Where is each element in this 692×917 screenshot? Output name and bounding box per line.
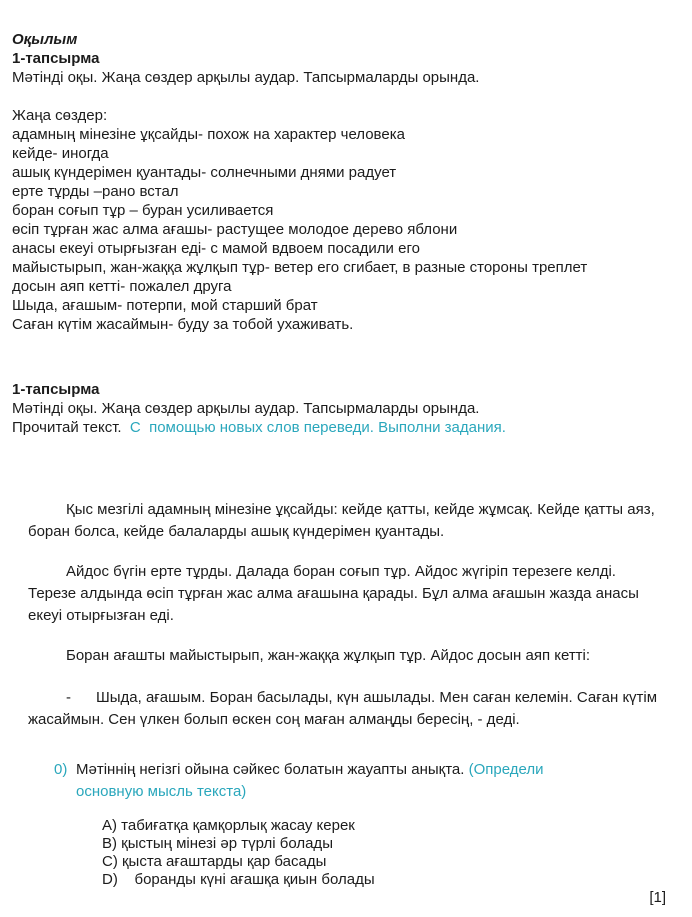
answer-option: А) табиғатқа қамқорлық жасау керек — [102, 817, 355, 834]
dialogue-paragraph: - Шыда, ағашым. Боран басылады, күн ашылады. Мен саған келемін. Саған күтім жасаймын. Сен үлкен болып өскен соң маған алмаңды бересің, - деді. — [28, 689, 662, 728]
vocab-item: Шыда, ағашым- потерпи, мой старший брат — [12, 297, 318, 314]
question-body — [76, 759, 600, 803]
question-block — [54, 759, 666, 803]
blank-line — [12, 87, 666, 106]
answer-options — [102, 817, 666, 889]
vocabulary-list — [12, 106, 666, 334]
vocab-item: өсіп тұрған жас алма ағашы- растущее молодое дерево яблони — [12, 221, 458, 238]
question-number: 0) — [54, 761, 68, 778]
task2-block — [12, 380, 666, 437]
vocab-item: ашық күндерімен қуантады- солнечными днями радует — [12, 164, 397, 181]
question-text: Мәтіннің негізгі ойына сәйкес болатын жауапты анықта. — [76, 761, 469, 778]
reading-section-title: Оқылым — [12, 31, 78, 48]
page-number: [1] — [649, 889, 666, 906]
russian-instruction — [12, 418, 666, 437]
paragraph: Айдос бүгін ерте тұрды. Далада боран соғып тұр. Айдос жүгіріп терезеге келді. Терезе алдында өсіп тұрған жас алма ағашына қарады. Бұл алма ағашын жазда анасы екеуі отырғызған еді. — [28, 563, 644, 624]
answer-option: С) қыста ағаштарды қар басады — [102, 853, 327, 870]
vocab-item: Саған күтім жасаймын- буду за тобой ухаживать. — [12, 316, 354, 333]
task2-description: Мәтінді оқы. Жаңа сөздер арқылы аудар. Тапсырмаларды орында. — [12, 400, 480, 417]
vocab-item: адамның мінезіне ұқсайды- похож на характер человека — [12, 126, 405, 143]
paragraph: Боран ағашты майыстырып, жан-жаққа жұлқып тұр. Айдос досын аяп кетті: — [66, 647, 591, 664]
answer-option: D) боранды күні ағашқа қиын болады — [102, 871, 375, 888]
russian-instruction-highlight: С помощью новых слов переведи. Выполни задания. — [129, 419, 506, 436]
task1-description: Мәтінді оқы. Жаңа сөздер арқылы аудар. Тапсырмаларды орында. — [12, 69, 480, 86]
reading-text — [28, 499, 662, 731]
vocab-item: ерте тұрды –рано встал — [12, 183, 179, 200]
vocabulary-title: Жаңа сөздер: — [12, 107, 108, 124]
vocab-item: боран соғып тұр – буран усиливается — [12, 202, 274, 219]
answer-option: В) қыстың мінезі әр түрлі болады — [102, 835, 333, 852]
question-note: (Определи основную мысль текста) — [76, 761, 544, 800]
vocab-item: анасы екеуі отырғызған еді- с мамой вдвоем посадили его — [12, 240, 420, 257]
paragraph: Қыс мезгілі адамның мінезіне ұқсайды: кейде қатты, кейде жұмсақ. Кейде қатты аяз, боран болса, кейде балаларды ашық күндерімен қуантады. — [28, 501, 659, 540]
task2-title: 1-тапсырма — [12, 381, 100, 398]
russian-instruction-prefix: Прочитай текст. — [12, 419, 130, 436]
vocab-item: досын аяп кетті- пожалел друга — [12, 278, 232, 295]
vocab-item: кейде- иногда — [12, 145, 109, 162]
vocab-item: майыстырып, жан-жаққа жұлқып тұр- ветер его сгибает, в разные стороны треплет — [12, 259, 588, 276]
task1-title: 1-тапсырма — [12, 50, 100, 67]
